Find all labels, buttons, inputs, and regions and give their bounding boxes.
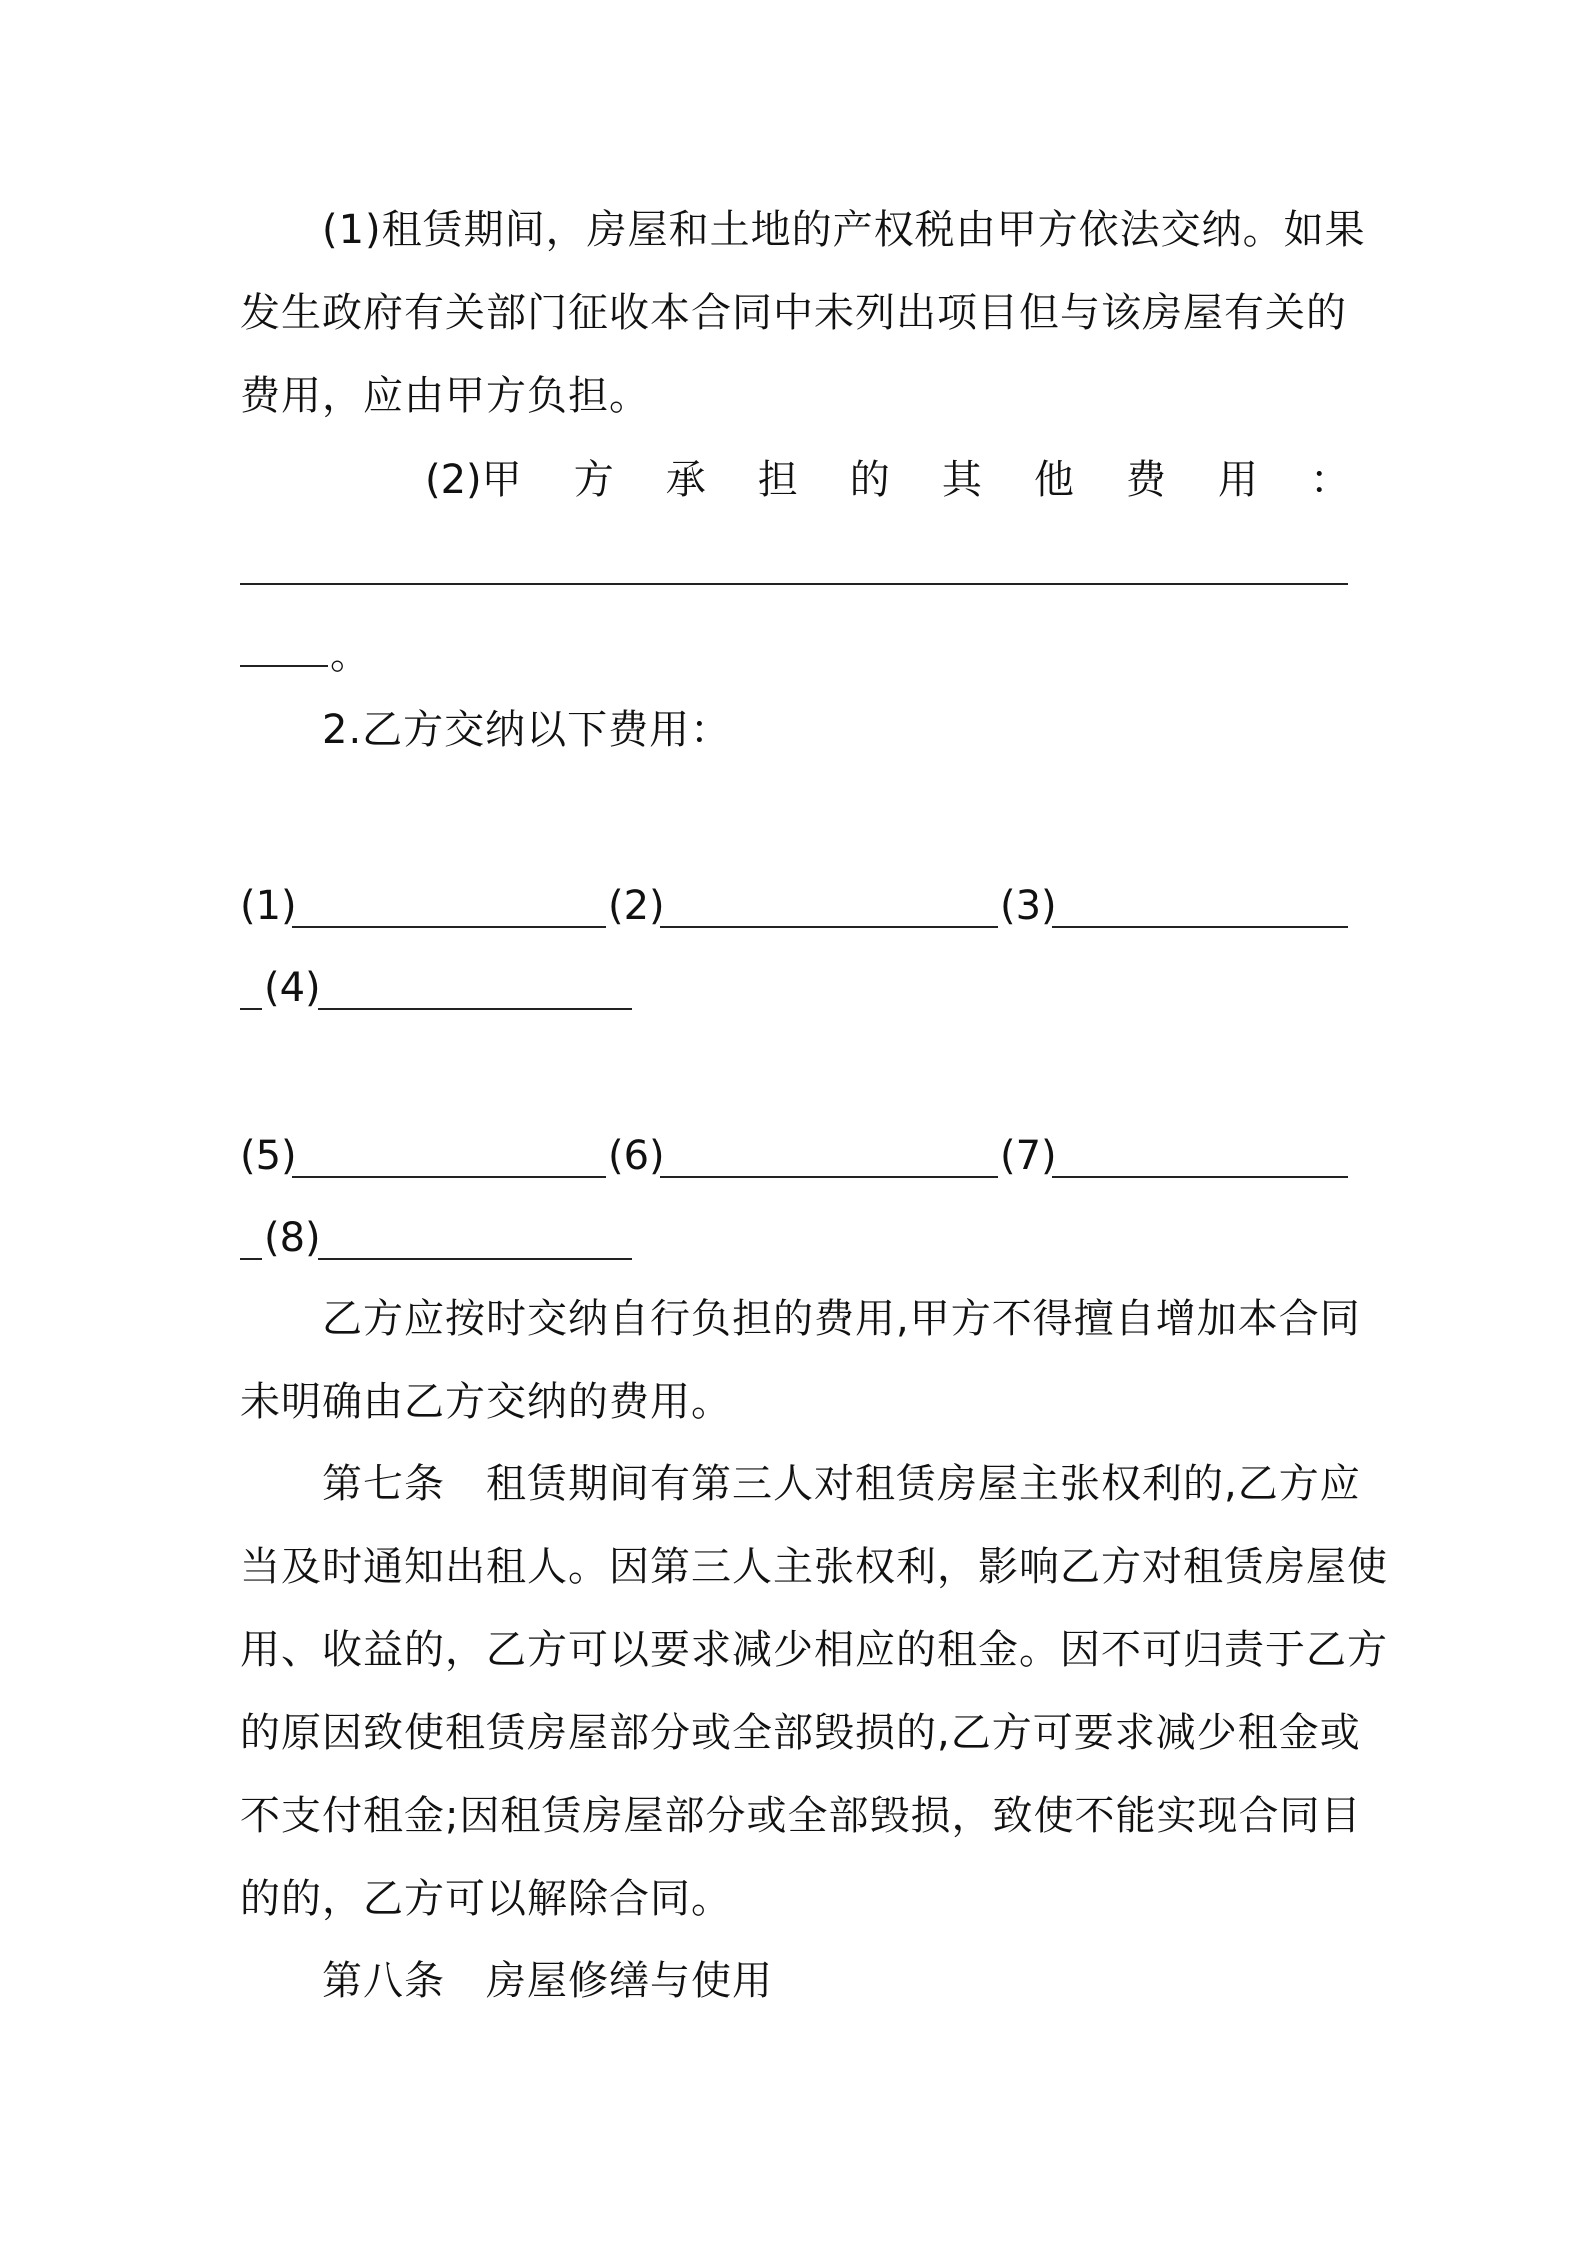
blank-end-mark: 。 [330, 632, 371, 678]
fee-label-4: (4) [264, 965, 321, 1011]
clause-2-char: 担 [757, 457, 798, 503]
clause-2-char: (2)甲 [425, 457, 522, 503]
clause-2-char: 用 [1217, 457, 1258, 503]
fee-label-5: (5) [240, 1133, 297, 1179]
article-7-line-1: 第七条 租赁期间有第三人对租赁房屋主张权利的,乙方应 [322, 1461, 1361, 1507]
section-2-heading: 2.乙方交纳以下费用： [322, 707, 732, 753]
fee-blank-1[interactable] [292, 926, 606, 928]
fee-label-6: (6) [608, 1133, 665, 1179]
clause-2-char: 承 [665, 457, 706, 503]
clause-2-char: 其 [941, 457, 982, 503]
article-7-line-2: 当及时通知出租人。因第三人主张权利，影响乙方对租赁房屋使 [240, 1544, 1388, 1590]
article-7-line-5: 不支付租金;因租赁房屋部分或全部毁损，致使不能实现合同目 [240, 1793, 1362, 1839]
article-7-line-6: 的的，乙方可以解除合同。 [240, 1876, 732, 1922]
clause-2-char: 费 [1125, 457, 1166, 503]
fee-row-3 [240, 1128, 1350, 1188]
fee-blank-3[interactable] [1052, 926, 1348, 928]
fee-row-4 [240, 1210, 1350, 1270]
article-7-line-4: 的原因致使租赁房屋部分或全部毁损的,乙方可要求减少租金或 [240, 1710, 1361, 1756]
fill-in-blank-continuation[interactable] [240, 665, 328, 667]
fee-label-3: (3) [1000, 883, 1057, 929]
fee-row-1 [240, 878, 1350, 938]
clause-1-line-3: 费用，应由甲方负担。 [240, 373, 650, 419]
fee-blank-6[interactable] [660, 1176, 998, 1178]
fee-blank-7[interactable] [1052, 1176, 1348, 1178]
article-7-line-3: 用、收益的，乙方可以要求减少相应的租金。因不可归责于乙方 [240, 1627, 1388, 1673]
fee-label-2: (2) [608, 883, 665, 929]
fee-label-1: (1) [240, 883, 297, 929]
fee-blank-2[interactable] [660, 926, 998, 928]
payment-note-line-1: 乙方应按时交纳自行负担的费用,甲方不得擅自增加本合同 [322, 1296, 1361, 1342]
fee-label-7: (7) [1000, 1133, 1057, 1179]
fee-blank-4[interactable] [318, 1008, 632, 1010]
clause-2-char: 方 [573, 457, 614, 503]
clause-1-line-2: 发生政府有关部门征收本合同中未列出项目但与该房屋有关的 [240, 290, 1347, 336]
fee-blank-8[interactable] [318, 1258, 632, 1260]
clause-2-char: ： [1309, 457, 1350, 503]
fee-row-2 [240, 960, 1350, 1020]
fee-blank-7-continuation[interactable] [240, 1258, 262, 1260]
clause-1-line-1: (1)租赁期间，房屋和土地的产权税由甲方依法交纳。如果 [322, 207, 1366, 253]
fee-label-8: (8) [264, 1215, 321, 1261]
payment-note-line-2: 未明确由乙方交纳的费用。 [240, 1379, 732, 1425]
clause-2-heading [425, 452, 1350, 508]
article-8-heading: 第八条 房屋修缮与使用 [322, 1958, 773, 2004]
fee-blank-5[interactable] [292, 1176, 606, 1178]
clause-2-char: 他 [1033, 457, 1074, 503]
fill-in-blank[interactable] [240, 583, 1348, 585]
fee-blank-3-continuation[interactable] [240, 1008, 262, 1010]
clause-2-char: 的 [849, 457, 890, 503]
